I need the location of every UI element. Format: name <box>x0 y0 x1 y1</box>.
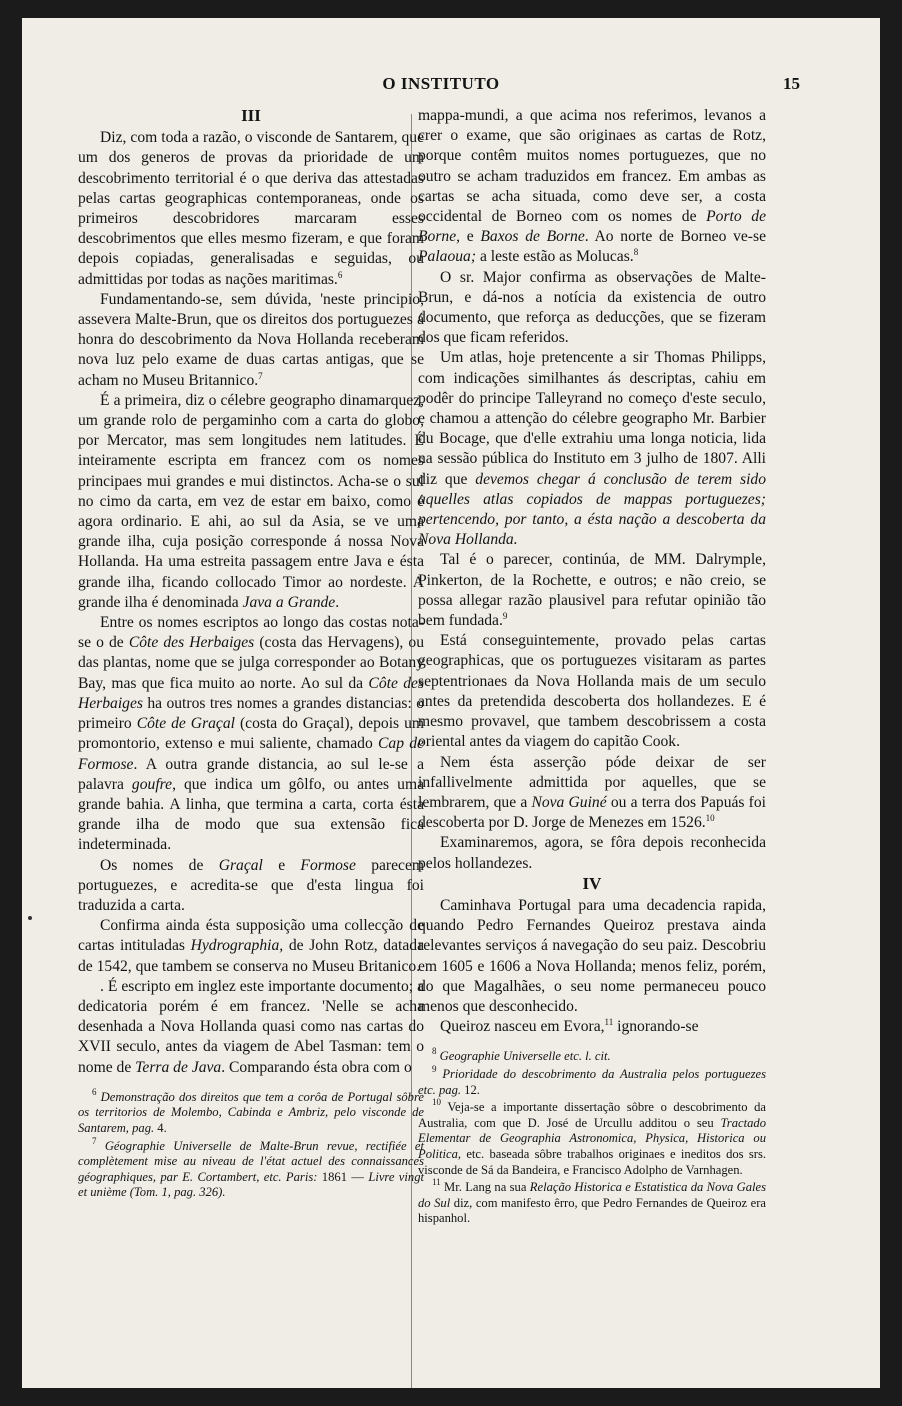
paragraph: É a primeira, diz o célebre geographo dinamarquez, um grande rolo de pergaminho com a carta do globo, por Mercator, mas sem longitudes nem latitudes. É inteiramente escripta em francez com os nomes principaes mui grandes e mui distinctos. Acha-se o sul no cimo da carta, em vez de estar em baixo, como é agora ordinario. E ahi, ao sul da Asia, se ve uma grande ilha, cuja posição corresponde á nossa Nova Hollanda. Ha uma estreita passagem entre Java e ésta grande ilha, ficando collocado Timor ao nordeste. A grande ilha é denominada Java a Grande. <box>78 391 424 611</box>
page-number: 15 <box>783 74 800 93</box>
paragraph: Um atlas, hoje pretencente a sir Thomas Philipps, com indicações similhantes ás descriptas, cahiu em podêr do principe Talleyrand no começo d'este seculo, e chamou a attenção do célebre geographo Mr. Barbier du Bocage, que d'elle extrahiu uma longa noticia, lida na sessão pública do Instituto em 3 julho de 1807. Alli diz que devemos chegar á conclusão de terem sido aquelles atlas copiados de mappas portuguezes; pertencendo, por tanto, a ésta nação a descoberta da Nova Hollanda. <box>418 349 767 549</box>
paragraph: Tal é o parecer, continúa, de MM. Dalrymple, Pinkerton, de la Rochette, e outros; e não creio, se possa allegar razão plausivel para refutar opinião tão bem fundada.$^9$ <box>418 551 766 630</box>
paragraph: Caminhava Portugal para uma decadencia rapida, quando Pedro Fernandes Queiroz prestava ainda relevantes serviços á navegação do seu paiz. Descobriu em 1605 e 1606 a Nova Hollanda; menos feliz, porém, do que Magalhães, o seu nome permaneceu pouco menos que desconhecido. <box>418 896 766 1015</box>
scanned-page <box>22 18 880 1388</box>
paragraph: Diz, com toda a razão, o visconde de Santarem, que um dos generos de provas da prioridade de um descobrimento territorial é o que deriva das attestadas pelas cartas geographicas contemporaneas, onde os primeiros descobridores marcaram esses descobrimentos que elles mesmo fizeram, e que foram depois copiadas, generalisadas e seguidas, ou admittidas por todas as nações maritimas.$^6$ <box>78 129 424 288</box>
paragraph: mappa-mundi, a que acima nos referimos, levanos a crer o exame, que são originaes as cartas de Rotz, porque contêm muitos nomes portuguezes, que no outro se acham traduzidos em francez. Em ambas as cartas se acha situada, como deve ser, a costa occidental de Borneo com os nomes de Porto de Borne, e Baxos de Borne. Ao norte de Borneo ve-se Palaoua; a leste estão as Molucas.$^8$ <box>418 107 767 266</box>
journal-title: O INSTITUTO <box>382 74 500 93</box>
footnotes-right <box>418 1046 767 1227</box>
footnote: $^{10}$ Veja-se a importante dissertação sôbre o descobrimento da Australia, com que D. José de Urcullu additou o seu Tractado Elementar de Geographia Astronomica, Physica, Historica ou Politica, etc. baseada sôbre trabalhos originaes e ineditos dos srs. visconde de Sá da Bandeira, e Francisco Adolpho de Varnhagen. <box>418 1097 767 1177</box>
paragraph: Fundamentando-se, sem dúvida, 'neste principio, assevera Malte-Brun, que os direitos dos portuguezes á honra do descobrimento da Nova Hollanda receberam nova luz pelo exame de duas cartas antigas, que se acham no Museu Britannico.$^7$ <box>78 290 424 389</box>
paragraph: Queiroz nasceu em Evora,$^{11}$ ignorando-se <box>440 1017 699 1036</box>
paragraph: Entre os nomes escriptos ao longo das costas nota-se o de Côte des Herbaiges (costa das Hervagens), ou das plantas, nome que se julga corresponder ao Botany Bay, mas que fica muito ao norte. Ao sul da Côte des Herbaiges ha outros tres nomes a grandes distancias: o primeiro Côte de Graçal (costa do Graçal), depois um promontorio, extenso e mui saliente, chamado Cap de Formose. A outra grande distancia, ao sul le-se a palavra goufre, que indica um gôlfo, ou antes uma grande bahia. A linha, que termina a carta, corta ésta grande ilha de modo que sua extensão fica indeterminada. <box>78 614 425 854</box>
footnote-ref: 6 <box>337 269 343 280</box>
paragraph: Está conseguintemente, provado pelas cartas geographicas, que os portuguezes visitaram as partes septentrionaes da Nova Hollanda mais de um seculo antes da pretendida descoberta dos hollandezes. E é mesmo provavel, que tambem descobrissem a costa oriental antes da viagem do capitão Cook. <box>418 632 766 751</box>
paragraph: Confirma ainda ésta supposição uma collecção de cartas intituladas Hydrographia, de John Rotz, datada de 1542, que tambem se conserva no Museu Britanico. <box>78 917 424 975</box>
footnote-ref: 9 <box>502 611 508 622</box>
paragraph: Examinaremos, agora, se fôra depois reconhecida pelos hollandezes. <box>418 834 766 872</box>
footnote-ref: 11 <box>604 1017 614 1028</box>
footnotes-left <box>78 1086 424 1201</box>
left-column <box>78 106 424 1203</box>
footnote-ref: 8 <box>633 247 639 258</box>
right-column <box>418 106 766 1229</box>
paragraph: . É escripto em inglez este importante documento; a dedicatoria porém é em francez. 'Nelle se acha desenhada a Nova Hollanda quasi como nas cartas do XVII seculo, antes da viagem de Abel Tasman: tem o nome de Terra de Java. Comparando ésta obra com o <box>78 977 424 1076</box>
footnote-ref: 7 <box>258 370 263 381</box>
running-header <box>82 74 800 98</box>
section-heading-iv: IV <box>582 873 602 893</box>
scan-speck <box>28 916 32 920</box>
paragraph: O sr. Major confirma as observações de Malte-Brun, e dá-nos a notícia da existencia de outro documento, que reforça as deducções, que se fizeram dos que ficam referidos. <box>418 268 766 347</box>
footnote-ref: 10 <box>705 813 715 824</box>
section-heading-iii: III <box>241 106 261 125</box>
footnote: $^8$ Geographie Universelle etc. l. cit. <box>432 1046 611 1064</box>
footnote: $^7$ Géographie Universelle de Malte-Brun revue, rectifiée et complètement mise au niveau de l'état actuel des connaissances géographiques, par E. Cortambert, etc. Paris: 1861 — Livre vingt et unième (Tom. 1, pag. 326). <box>78 1135 424 1200</box>
footnote: $^{11}$ Mr. Lang na sua Relação Historica e Estatistica da Nova Gales do Sul diz, com manifesto êrro, que Pedro Fernandes de Queiroz era hispanhol. <box>418 1177 766 1226</box>
paragraph: Nem ésta asserção póde deixar de ser infallivelmente admittida por aquelles, que se lembrarem, que a Nova Guiné ou a terra dos Papuás foi descoberta por D. Jorge de Menezes em 1526.10 <box>418 753 766 832</box>
footnote: $^9$ Prioridade do descobrimento da Australia pelos portuguezes etc. pag. 12. <box>418 1063 766 1097</box>
footnote: $^6$ Demonstração dos direitos que tem a corôa de Portugal sôbre os territorios de Molembo, Cabinda e Ambriz, pelo visconde de Santarem, pag. 4. <box>78 1086 424 1135</box>
paragraph: Os nomes de Graçal e Formose parecem portuguezes, e acredita-se que d'esta lingua foi traduzida a carta. <box>78 856 424 914</box>
